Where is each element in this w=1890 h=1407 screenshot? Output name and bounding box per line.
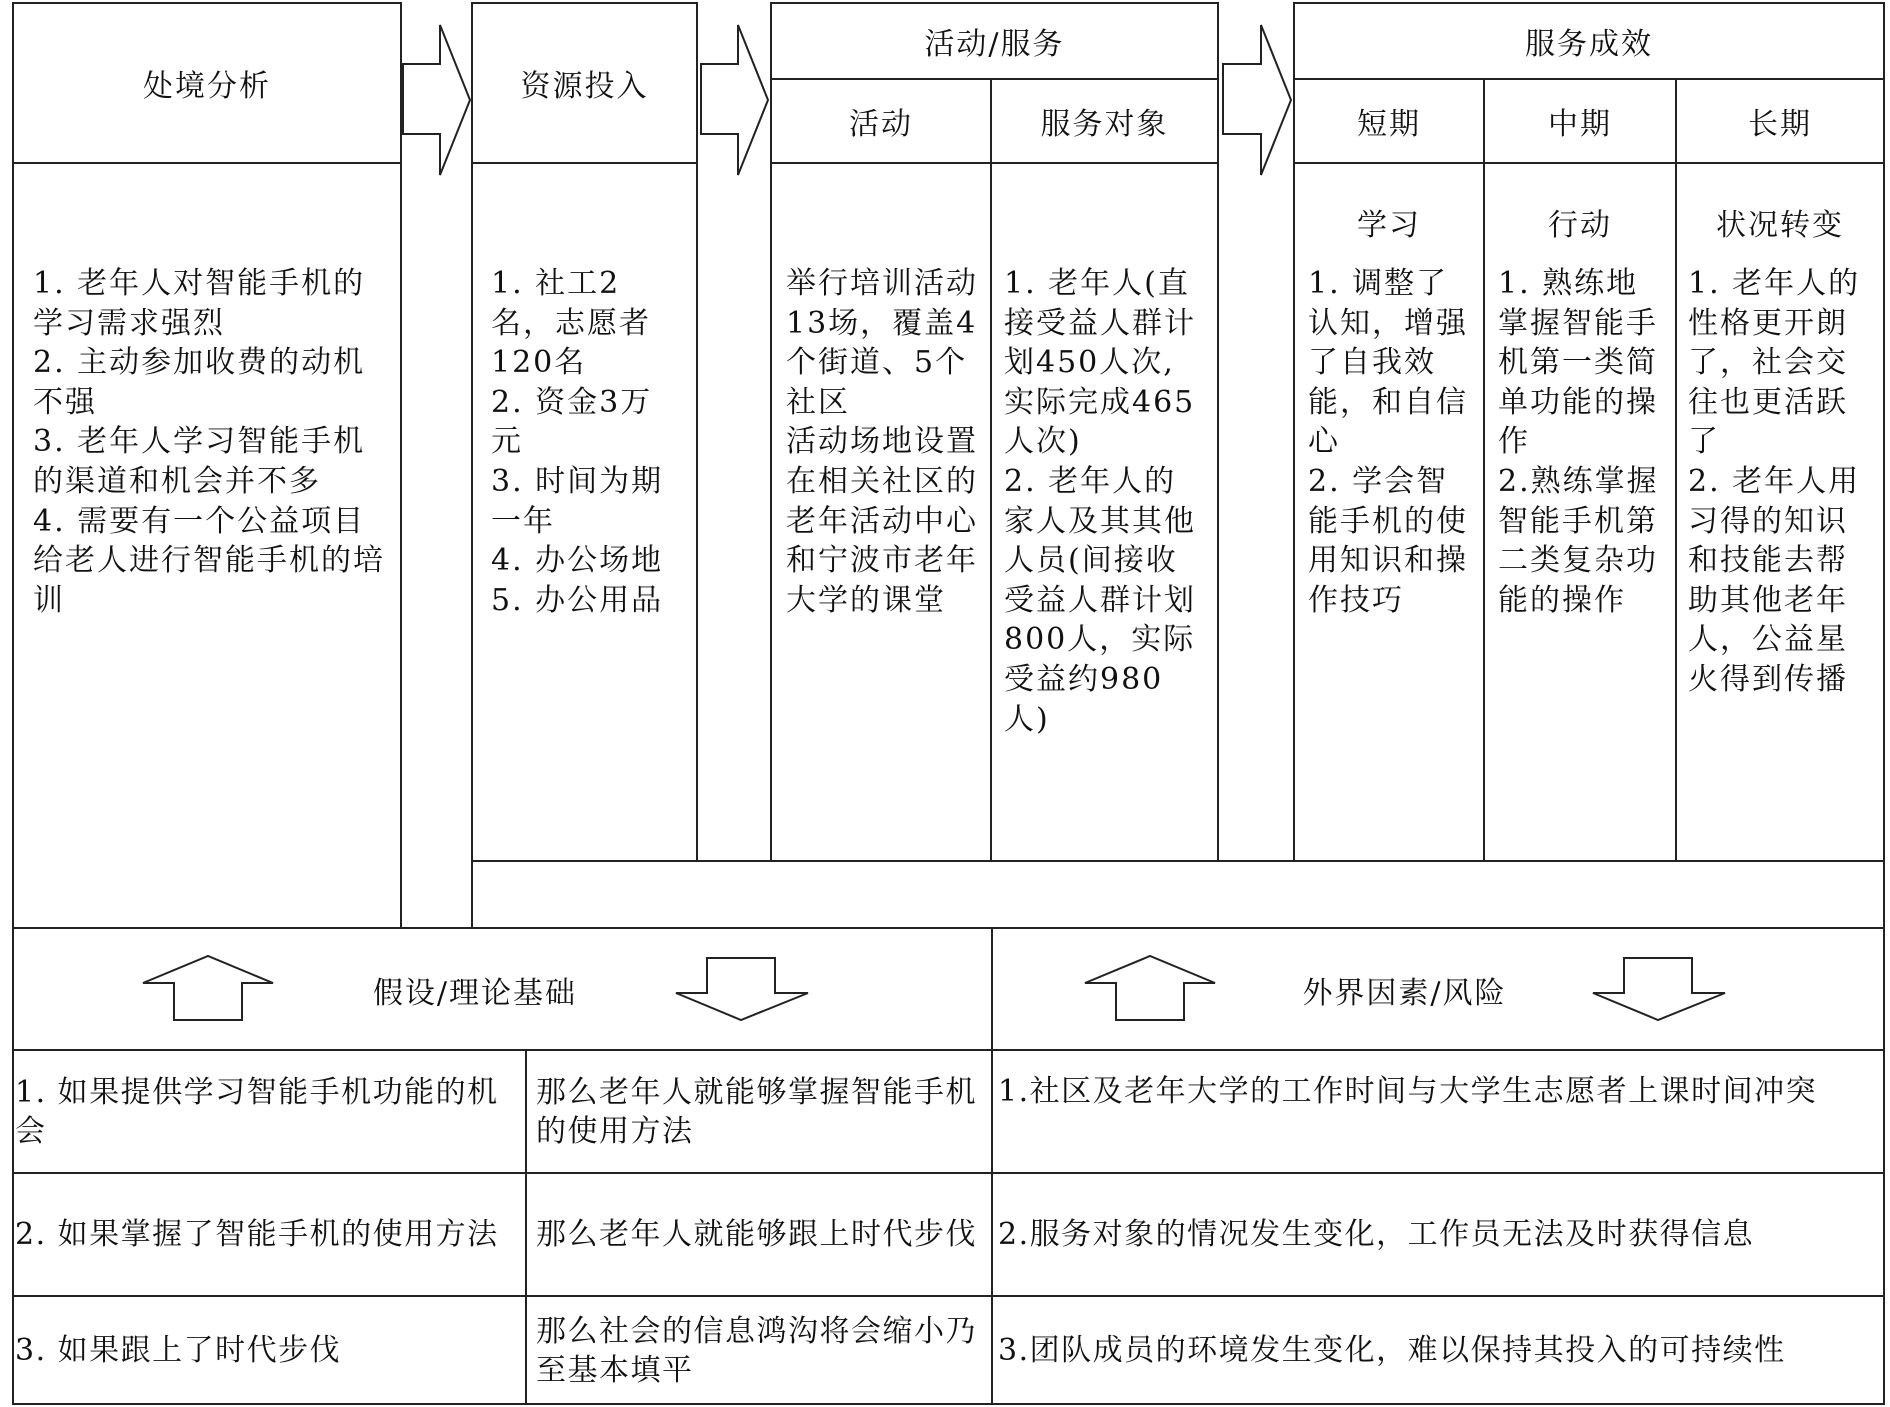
resource-item: 4. 办公场地 xyxy=(491,543,664,579)
risks-title: 外界因素/风险 xyxy=(1302,976,1507,1011)
assumption-if: 2. 如果掌握了智能手机的使用方法 xyxy=(15,1217,499,1252)
assumption-then: 那么老年人就能够掌握智能手机的使用方法 xyxy=(536,1074,977,1149)
resource-item: 3. 时间为期一年 xyxy=(491,463,664,539)
long-term-item: 1. 老年人的性格更开朗了，社会交往也更活跃了 xyxy=(1688,266,1861,460)
mid-term-item: 2.熟练掌握智能手机第二类复杂功能的操作 xyxy=(1498,463,1659,618)
service-target-item: 1. 老年人(直接受益人群计划450人次, 实际完成465人次) xyxy=(1004,266,1196,460)
header-outcomes: 服务成效 xyxy=(1525,27,1653,62)
right-arrow-icon xyxy=(1223,25,1291,175)
assumption-if: 3. 如果跟上了时代步伐 xyxy=(15,1333,342,1368)
header-activity-service: 活动/服务 xyxy=(924,27,1065,62)
activity-text: 举行培训活动13场，覆盖4个街道、5个社区 活动场地设置在相关社区的老年活动中心和宁波市老年大学的课堂 xyxy=(786,266,978,618)
risk-item: 2.服务对象的情况发生变化，工作员无法及时获得信息 xyxy=(998,1217,1755,1252)
down-arrow-icon xyxy=(676,958,808,1020)
long-term-item: 2. 老年人用习得的知识和技能去帮助其他老年人，公益星火得到传播 xyxy=(1688,463,1861,697)
situation-item: 4. 需要有一个公益项目给老人进行智能手机的培训 xyxy=(33,503,385,618)
resource-item: 2. 资金3万元 xyxy=(491,384,653,460)
situation-list xyxy=(33,264,385,620)
assumption-if: 1. 如果提供学习智能手机功能的机会 xyxy=(15,1074,499,1149)
service-target-list xyxy=(1004,264,1208,739)
short-term-list xyxy=(1308,264,1476,620)
resource-item: 5. 办公用品 xyxy=(491,582,664,618)
situation-item: 1. 老年人对智能手机的学习需求强烈 xyxy=(33,266,366,341)
right-arrow-icon xyxy=(403,25,470,175)
risk-item: 3.团队成员的环境发生变化，难以保持其投入的可持续性 xyxy=(998,1333,1786,1368)
situation-item: 3. 老年人学习智能手机的渠道和机会并不多 xyxy=(33,424,366,499)
header-situation: 处境分析 xyxy=(143,69,271,104)
assumption-then: 那么社会的信息鸿沟将会缩小乃至基本填平 xyxy=(536,1313,977,1388)
header-long-term: 长期 xyxy=(1748,107,1812,142)
header-activity: 活动 xyxy=(849,107,913,142)
short-term-item: 2. 学会智能手机的使用知识和操作技巧 xyxy=(1308,463,1468,618)
resource-item: 1. 社工2名，志愿者120名 xyxy=(491,266,651,381)
header-service-target: 服务对象 xyxy=(1040,107,1169,142)
short-term-title: 学习 xyxy=(1357,208,1421,243)
long-term-list xyxy=(1688,264,1878,700)
header-mid-term: 中期 xyxy=(1548,107,1612,142)
down-arrow-icon xyxy=(1593,958,1725,1020)
mid-term-item: 1. 熟练地掌握智能手机第一类简单功能的操作 xyxy=(1498,266,1658,460)
mid-term-list xyxy=(1498,264,1668,620)
header-resources: 资源投入 xyxy=(520,69,649,104)
service-target-item: 2. 老年人的家人及其其他人员(间接收受益人群计划800人，实际受益约980人) xyxy=(1004,463,1196,737)
situation-item: 2. 主动参加收费的动机不强 xyxy=(33,345,366,420)
assumption-then: 那么老年人就能够跟上时代步伐 xyxy=(536,1217,977,1252)
up-arrow-icon xyxy=(143,956,273,1020)
mid-term-title: 行动 xyxy=(1548,208,1612,243)
risk-item: 1.社区及老年大学的工作时间与大学生志愿者上课时间冲突 xyxy=(998,1073,1818,1109)
short-term-item: 1. 调整了认知，增强了自我效能，和自信心 xyxy=(1308,266,1468,460)
header-short-term: 短期 xyxy=(1357,107,1421,142)
resources-list xyxy=(491,264,681,620)
long-term-title: 状况转变 xyxy=(1716,208,1844,243)
right-arrow-icon xyxy=(701,25,768,175)
up-arrow-icon xyxy=(1085,956,1215,1020)
assumptions-title: 假设/理论基础 xyxy=(372,976,578,1011)
